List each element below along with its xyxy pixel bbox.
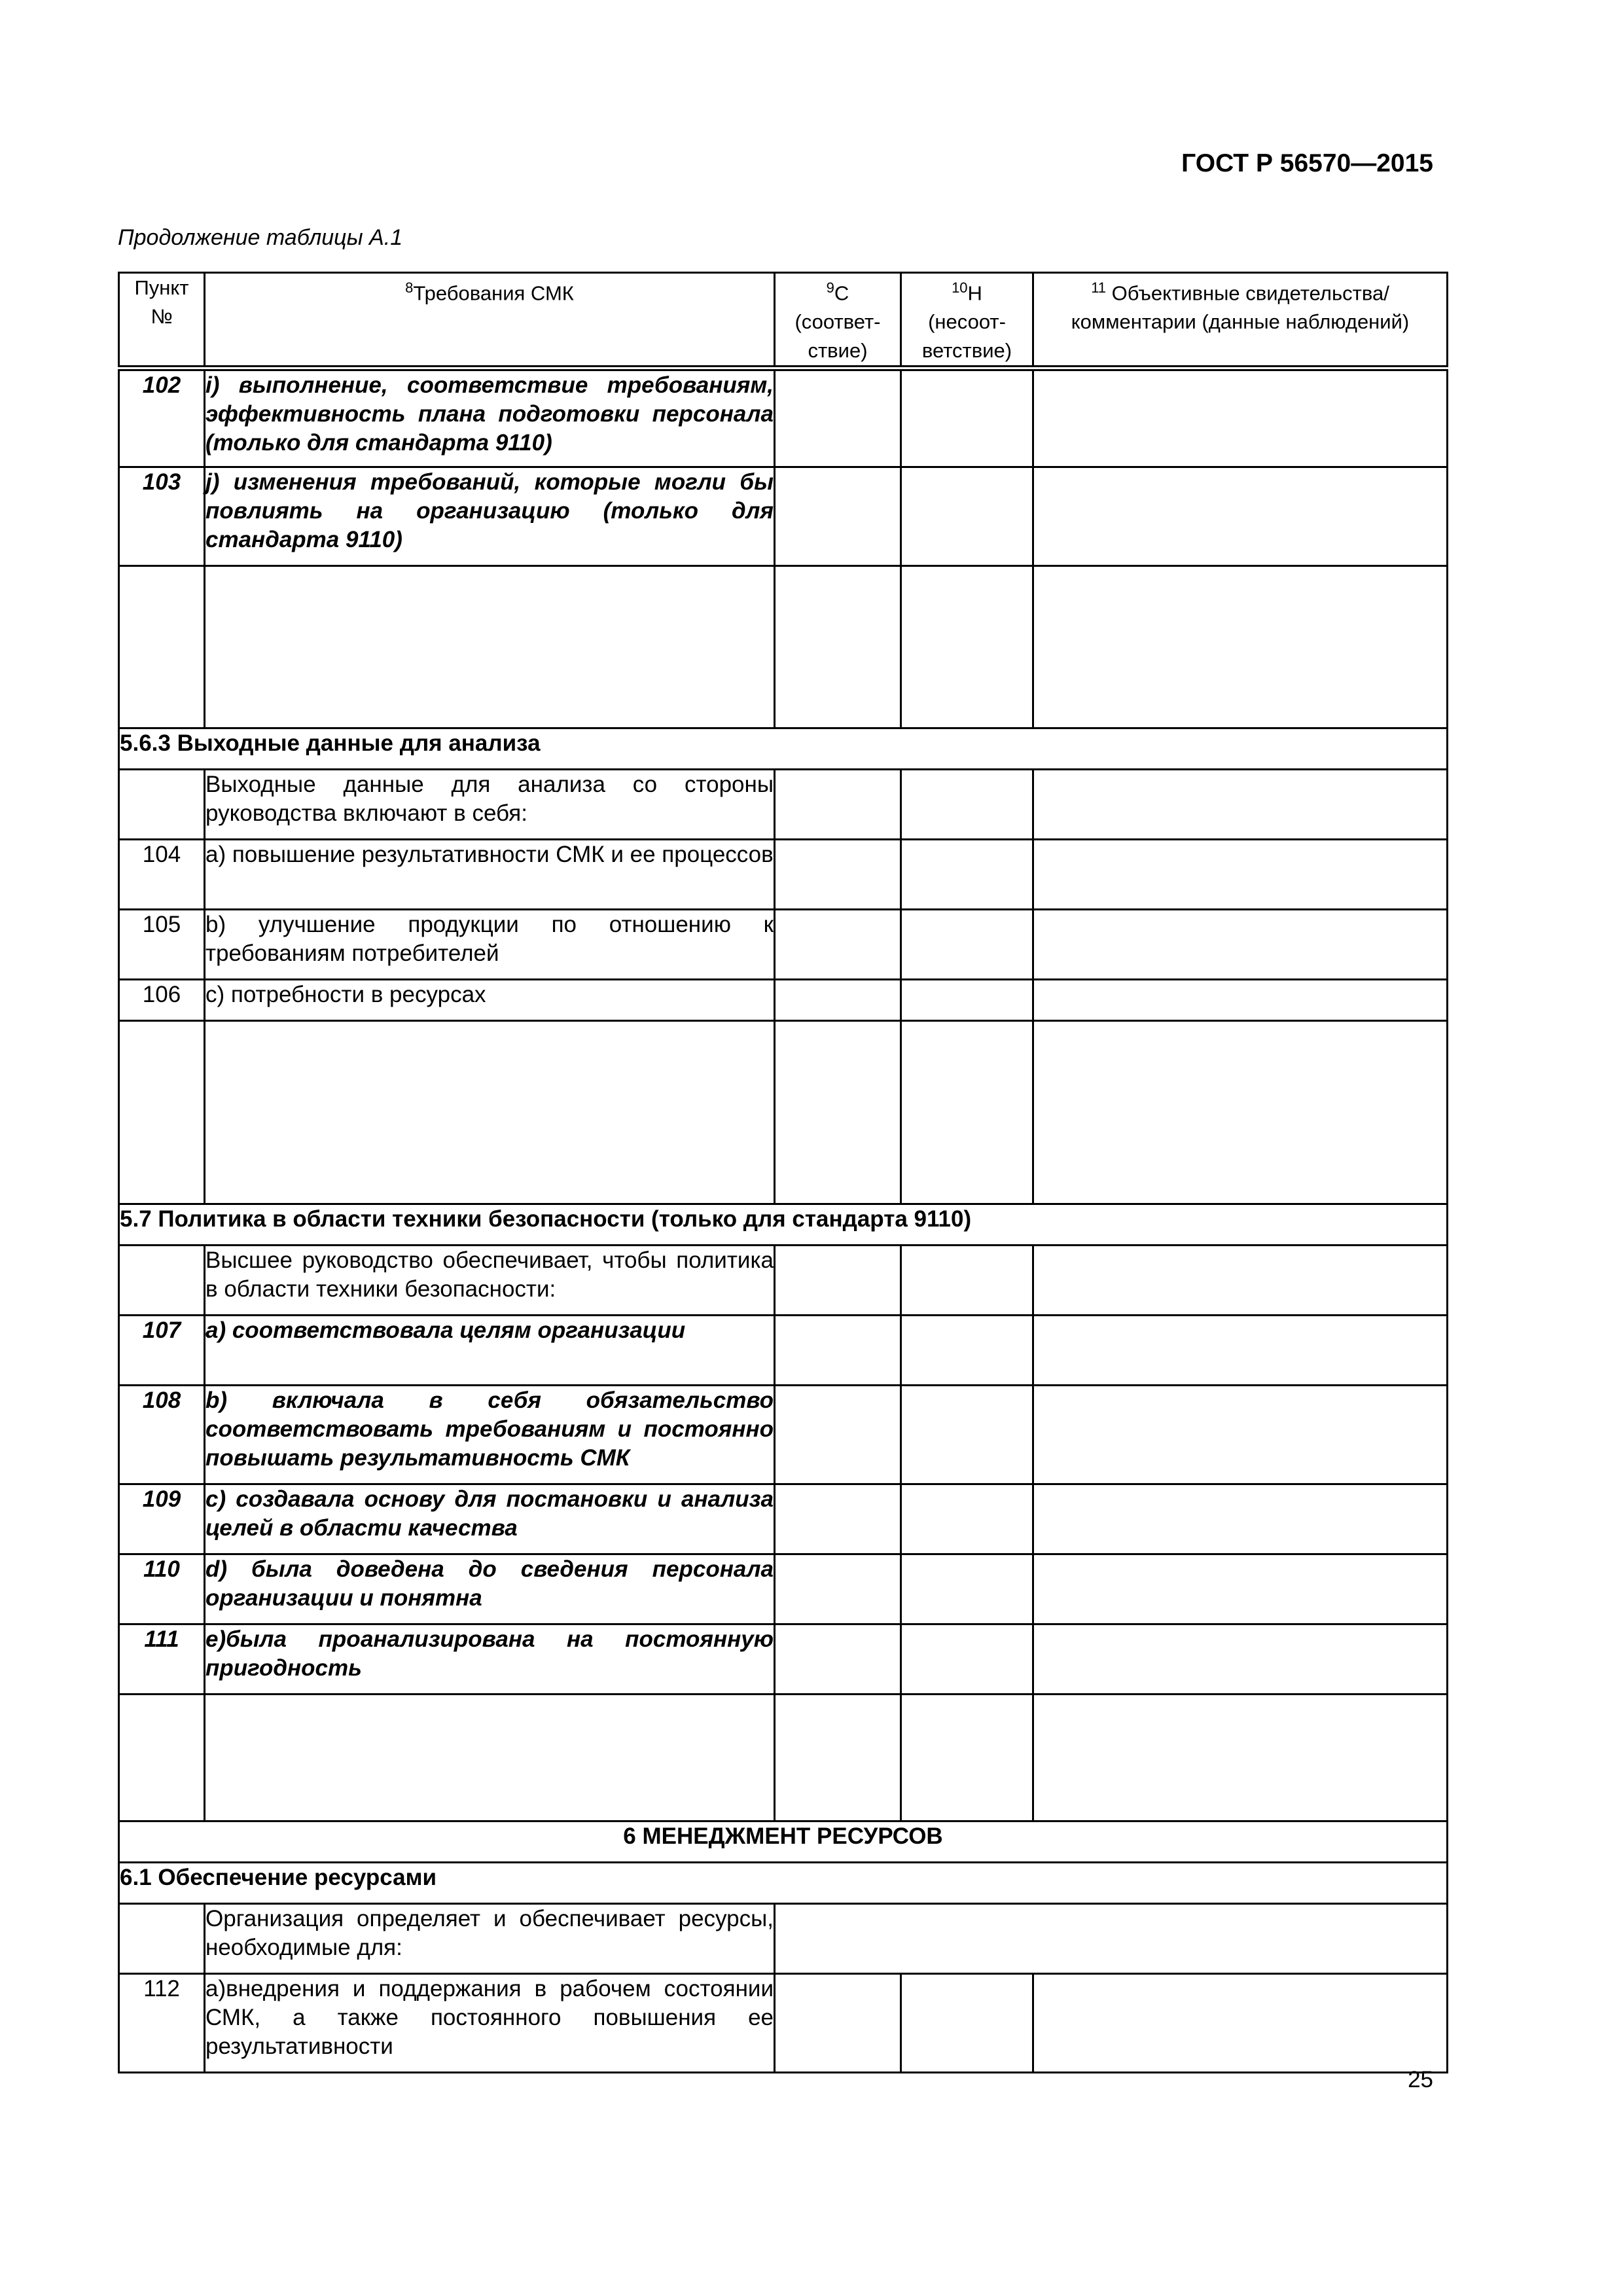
evidence-cell[interactable] bbox=[1033, 1695, 1448, 1821]
evidence-cell[interactable] bbox=[1033, 1386, 1448, 1484]
noncompliance-cell[interactable] bbox=[901, 1695, 1033, 1821]
table-header-row bbox=[119, 273, 1448, 368]
evidence-cell[interactable] bbox=[1033, 566, 1448, 728]
noncompliance-cell[interactable] bbox=[901, 1484, 1033, 1554]
compliance-cell[interactable] bbox=[775, 1695, 901, 1821]
noncompliance-cell[interactable] bbox=[901, 1624, 1033, 1695]
requirement-text: c) создавала основу для постановки и анализа целей в области качества bbox=[205, 1484, 775, 1554]
requirement-text: Выходные данные для анализа со стороны руководства включают в себя: bbox=[205, 770, 775, 840]
noncompliance-cell[interactable] bbox=[901, 1021, 1033, 1204]
requirement-text: b) улучшение продукции по отношению к требованиям потребителей bbox=[205, 910, 775, 980]
table-continuation-caption: Продолжение таблицы А.1 bbox=[118, 225, 403, 250]
row-number: 111 bbox=[119, 1624, 205, 1695]
noncompliance-cell[interactable] bbox=[901, 910, 1033, 980]
requirement-text: i) выполнение, соответствие требованиям, эффективность плана подготовки персонала (только для стандарта 9110) bbox=[205, 368, 775, 467]
merged-assessment-cell[interactable] bbox=[775, 1904, 1448, 1974]
noncompliance-cell[interactable] bbox=[901, 980, 1033, 1021]
evidence-cell[interactable] bbox=[1033, 1624, 1448, 1695]
evidence-cell[interactable] bbox=[1033, 1974, 1448, 2073]
requirement-text: j) изменения требований, которые могли бы повлиять на организацию (только для стандарта 9110) bbox=[205, 467, 775, 566]
table-row bbox=[119, 368, 1448, 467]
noncompliance-cell[interactable] bbox=[901, 840, 1033, 910]
table-row bbox=[119, 910, 1448, 980]
row-number: 103 bbox=[119, 467, 205, 566]
compliance-cell[interactable] bbox=[775, 1554, 901, 1624]
chapter-title: 6 МЕНЕДЖМЕНТ РЕСУРСОВ bbox=[119, 1821, 1448, 1863]
header-objective-evidence: $^{11}$ Объективные свидетельства/ комментарии (данные наблюдений) bbox=[1033, 273, 1448, 368]
compliance-cell[interactable] bbox=[775, 1386, 901, 1484]
noncompliance-cell[interactable] bbox=[901, 1554, 1033, 1624]
noncompliance-cell[interactable] bbox=[901, 770, 1033, 840]
compliance-cell[interactable] bbox=[775, 1316, 901, 1386]
header-compliance: $^9$С (соответ- ствие) bbox=[775, 273, 901, 368]
requirement-text: d) была доведена до сведения персонала организации и понятна bbox=[205, 1554, 775, 1624]
evidence-cell[interactable] bbox=[1033, 980, 1448, 1021]
compliance-cell[interactable] bbox=[775, 910, 901, 980]
compliance-cell[interactable] bbox=[775, 368, 901, 467]
row-number: 108 bbox=[119, 1386, 205, 1484]
compliance-cell[interactable] bbox=[775, 1624, 901, 1695]
blank-row bbox=[119, 1695, 1448, 1821]
compliance-cell[interactable] bbox=[775, 1484, 901, 1554]
row-number: 104 bbox=[119, 840, 205, 910]
evidence-cell[interactable] bbox=[1033, 467, 1448, 566]
section-title: 6.1 Обеспечение ресурсами bbox=[119, 1863, 1448, 1904]
row-number: 110 bbox=[119, 1554, 205, 1624]
table-row bbox=[119, 980, 1448, 1021]
requirement-text: a) повышение результативности СМК и ее процессов bbox=[205, 840, 775, 910]
compliance-cell[interactable] bbox=[775, 566, 901, 728]
evidence-cell[interactable] bbox=[1033, 1554, 1448, 1624]
section-row bbox=[119, 1821, 1448, 1863]
page-number: 25 bbox=[1408, 2067, 1433, 2092]
requirement-text: b) включала в себя обязательство соответствовать требованиям и постоянно повышать результативность СМК bbox=[205, 1386, 775, 1484]
header-item-number: Пункт № bbox=[119, 273, 205, 368]
section-title: 5.6.3 Выходные данные для анализа bbox=[119, 728, 1448, 770]
evidence-cell[interactable] bbox=[1033, 1246, 1448, 1316]
noncompliance-cell[interactable] bbox=[901, 368, 1033, 467]
noncompliance-cell[interactable] bbox=[901, 1316, 1033, 1386]
section-row bbox=[119, 1204, 1448, 1246]
row-number: 109 bbox=[119, 1484, 205, 1554]
table-row bbox=[119, 1974, 1448, 2073]
compliance-cell[interactable] bbox=[775, 1974, 901, 2073]
row-number: 107 bbox=[119, 1316, 205, 1386]
compliance-cell[interactable] bbox=[775, 1021, 901, 1204]
noncompliance-cell[interactable] bbox=[901, 1974, 1033, 2073]
evidence-cell[interactable] bbox=[1033, 368, 1448, 467]
compliance-cell[interactable] bbox=[775, 1246, 901, 1316]
table-row bbox=[119, 770, 1448, 840]
table-row bbox=[119, 1624, 1448, 1695]
requirement-text: e)была проанализирована на постоянную пригодность bbox=[205, 1624, 775, 1695]
compliance-cell[interactable] bbox=[775, 467, 901, 566]
row-number: 105 bbox=[119, 910, 205, 980]
row-number: 112 bbox=[119, 1974, 205, 2073]
evidence-cell[interactable] bbox=[1033, 1316, 1448, 1386]
standard-header: ГОСТ Р 56570—2015 bbox=[1181, 149, 1433, 177]
noncompliance-cell[interactable] bbox=[901, 1246, 1033, 1316]
noncompliance-cell[interactable] bbox=[901, 1386, 1033, 1484]
noncompliance-cell[interactable] bbox=[901, 566, 1033, 728]
evidence-cell[interactable] bbox=[1033, 840, 1448, 910]
table-row bbox=[119, 840, 1448, 910]
evidence-cell[interactable] bbox=[1033, 910, 1448, 980]
requirement-text: Организация определяет и обеспечивает ресурсы, необходимые для: bbox=[205, 1904, 775, 1974]
evidence-cell[interactable] bbox=[1033, 770, 1448, 840]
table-row bbox=[119, 1246, 1448, 1316]
header-noncompliance: $^{10}$Н (несоот- ветствие) bbox=[901, 273, 1033, 368]
table-row bbox=[119, 1904, 1448, 1974]
requirement-text: a) соответствовала целям организации bbox=[205, 1316, 775, 1386]
table-row bbox=[119, 1386, 1448, 1484]
table-row bbox=[119, 1316, 1448, 1386]
section-title: 5.7 Политика в области техники безопасности (только для стандарта 9110) bbox=[119, 1204, 1448, 1246]
blank-row bbox=[119, 1021, 1448, 1204]
blank-row bbox=[119, 566, 1448, 728]
table-row bbox=[119, 1484, 1448, 1554]
compliance-cell[interactable] bbox=[775, 980, 901, 1021]
compliance-cell[interactable] bbox=[775, 770, 901, 840]
section-row bbox=[119, 728, 1448, 770]
evidence-cell[interactable] bbox=[1033, 1484, 1448, 1554]
requirement-text: c) потребности в ресурсах bbox=[205, 980, 775, 1021]
noncompliance-cell[interactable] bbox=[901, 467, 1033, 566]
evidence-cell[interactable] bbox=[1033, 1021, 1448, 1204]
requirement-text: a)внедрения и поддержания в рабочем состоянии СМК, а также постоянного повышения ее результативности bbox=[205, 1974, 775, 2073]
compliance-cell[interactable] bbox=[775, 840, 901, 910]
requirements-table bbox=[118, 272, 1448, 2073]
table-row bbox=[119, 467, 1448, 566]
row-number: 102 bbox=[119, 368, 205, 467]
section-row bbox=[119, 1863, 1448, 1904]
table-row bbox=[119, 1554, 1448, 1624]
header-requirements: $^8$Требования СМК bbox=[205, 273, 775, 368]
requirement-text: Высшее руководство обеспечивает, чтобы политика в области техники безопасности: bbox=[205, 1246, 775, 1316]
row-number: 106 bbox=[119, 980, 205, 1021]
